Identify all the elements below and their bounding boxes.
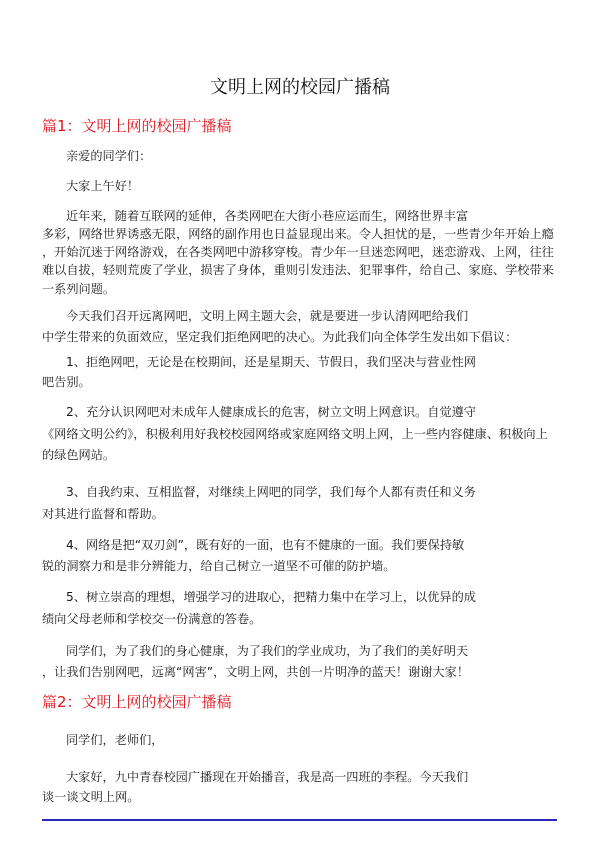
greeting: 同学们，老师们，: [66, 733, 164, 747]
proposal-2-line: 的绿色网站。: [42, 448, 116, 462]
hello-line: 大家上午好！: [66, 179, 140, 193]
paragraph-line: 近年来，随着互联网的延伸，各类网吧在大街小巷应运而生，网络世界丰富: [66, 209, 469, 223]
section-2-heading: 篇2：文明上网的校园广播稿: [42, 693, 232, 711]
proposal-5-line: 绩向父母老师和学校交一份满意的答卷。: [42, 612, 262, 626]
document-title: 文明上网的校园广播稿: [210, 77, 390, 98]
proposal-4-line: 锐的洞察力和是非分辨能力，给自己树立一道坚不可催的防护墙。: [42, 559, 396, 573]
proposal-3-line: 对其进行监督和帮助。: [42, 507, 164, 521]
section-1-heading: 篇1：文明上网的校园广播稿: [42, 117, 232, 135]
paragraph-line: ，开始沉迷于网络游戏，在各类网吧中游移穿梭。青少年一旦迷恋网吧，迷恋游戏、上网，往往: [42, 245, 554, 259]
proposal-1-line: 1、拒绝网吧，无论是在校期间，还是星期天、节假日，我们坚决与营业性网: [66, 355, 476, 369]
footer-divider: [42, 819, 557, 821]
paragraph-line: 今天我们召开远离网吧，文明上网主题大会，就是要进一步认清网吧给我们: [66, 309, 469, 323]
greeting: 亲爱的同学们：: [66, 149, 152, 163]
closing-line: ，让我们告别网吧，远离“网害”，文明上网，共创一片明净的蓝天！谢谢大家！: [42, 665, 470, 679]
proposal-1-line: 吧告别。: [42, 375, 91, 389]
proposal-4-line: 4、网络是把“双刃剑”，既有好的一面，也有不健康的一面。我们要保持敏: [66, 538, 465, 552]
paragraph-line: 谈一谈文明上网。: [42, 790, 140, 804]
paragraph-line: 大家好，九中青春校园广播现在开始播音，我是高一四班的李程。今天我们: [66, 770, 469, 784]
closing-line: 同学们，为了我们的身心健康，为了我们的学业成功，为了我们的美好明天: [66, 644, 469, 658]
paragraph-line: 中学生带来的负面效应，坚定我们拒绝网吧的决心。为此我们向全体学生发出如下倡议：: [42, 330, 518, 344]
proposal-5-line: 5、树立崇高的理想，增强学习的进取心，把精力集中在学习上，以优异的成: [66, 590, 476, 604]
proposal-2-line: 《网络文明公约》，积极利用好我校校园网络或家庭网络文明上网，上一些内容健康、积极向上: [42, 427, 548, 441]
proposal-3-line: 3、自我约束、互相监督，对继续上网吧的同学，我们每个人都有责任和义务: [66, 485, 476, 499]
proposal-2-line: 2、充分认识网吧对未成年人健康成长的危害，树立文明上网意识。自觉遵守: [66, 405, 476, 419]
paragraph-line: 难以自拔，轻则荒废了学业，损害了身体，重则引发违法、犯罪事件，给自己、家庭、学校带来: [42, 263, 554, 277]
paragraph-line: 多彩，网络世界诱惑无限，网络的副作用也日益显现出来。令人担忧的是，一些青少年开始上瘾: [42, 227, 554, 241]
paragraph-line: 一系列问题。: [42, 282, 116, 296]
